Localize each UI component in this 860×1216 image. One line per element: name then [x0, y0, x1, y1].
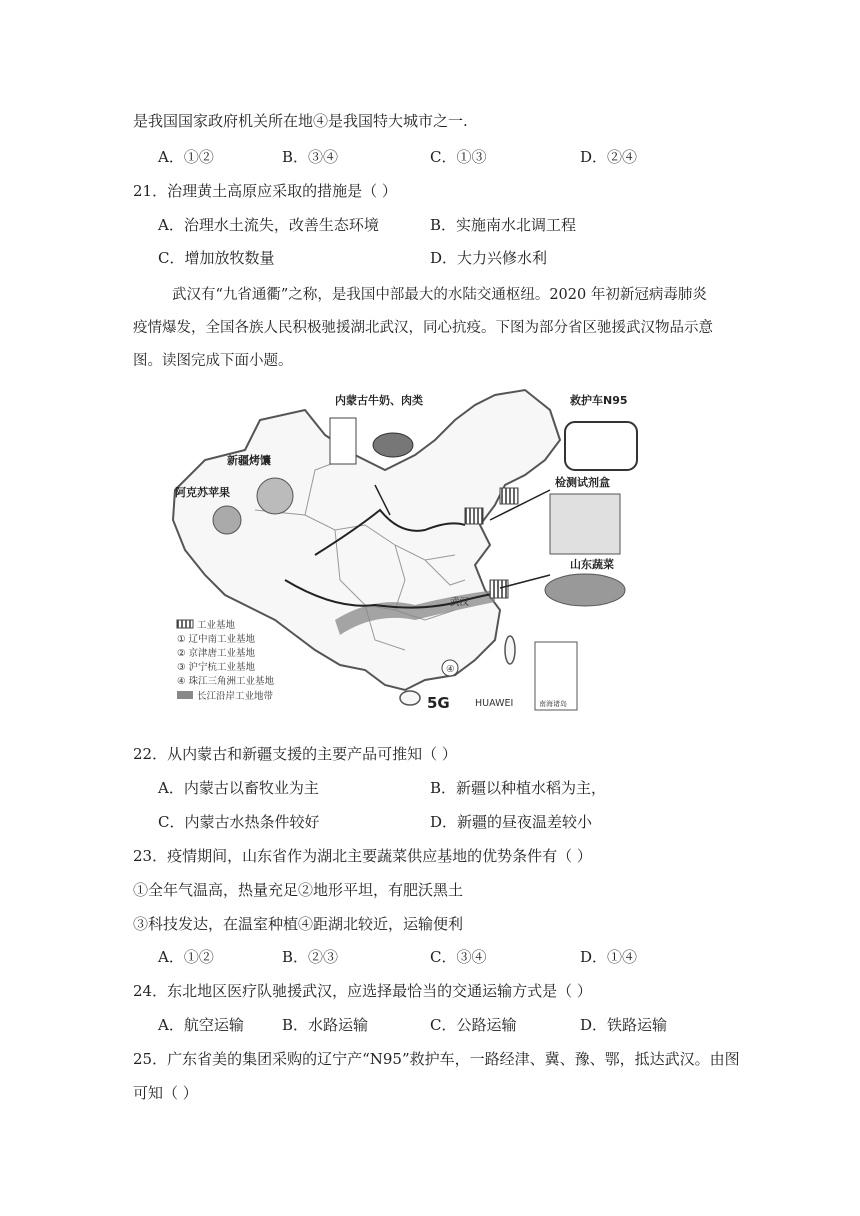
label-test-kit: 检测试剂盒: [555, 476, 610, 489]
q24-option-d[interactable]: D．铁路运输: [580, 1016, 668, 1034]
industrial-base-huningHang: [490, 580, 508, 598]
legend-item-4: ④ 珠江三角洲工业基地: [177, 676, 275, 687]
label-akesu: 阿克苏苹果: [175, 486, 230, 499]
label-ambulance: 救护车N95: [570, 394, 628, 407]
q24-option-c[interactable]: C．公路运输: [430, 1016, 517, 1034]
q21-option-a[interactable]: A．治理水土流失，改善生态环境: [158, 216, 379, 234]
vegetables-icon: [545, 574, 625, 606]
base-4-marker: ④: [446, 664, 455, 675]
q23-option-c[interactable]: C．③④: [430, 948, 487, 966]
label-5g: 5G: [427, 694, 450, 712]
label-wuhan: 武汉: [450, 597, 470, 608]
legend-item-1: ① 辽中南工业基地: [177, 634, 256, 645]
q23-statement-1: ①全年气温高，热量充足②地形平坦，有肥沃黑土: [133, 881, 464, 899]
taiwan-island: [505, 636, 515, 664]
passage-line-2: 疫情爆发，全国各族人民积极驰援湖北武汉，同心抗疫。下图为部分省区驰援武汉物品示意: [133, 320, 713, 336]
q21-option-d[interactable]: D．大力兴修水利: [430, 249, 548, 267]
meat-icon: [373, 433, 413, 457]
passage-line-1: 武汉有“九省通衢”之称，是我国中部最大的水陆交通枢纽。2020 年初新冠病毒肺炎: [172, 287, 707, 303]
hainan-island: [400, 691, 420, 705]
label-xinjiang: 新疆烤馕: [227, 454, 271, 467]
q22-option-b[interactable]: B．新疆以种植水稻为主，: [430, 779, 607, 797]
q23-option-a[interactable]: A．①②: [158, 948, 214, 966]
q23-stem: 23．疫情期间，山东省作为湖北主要蔬菜供应基地的优势条件有（ ）: [133, 847, 592, 865]
ambulance-icon: [565, 422, 637, 470]
q22-stem: 22．从内蒙古和新疆支援的主要产品可推知（ ）: [133, 745, 457, 763]
q21-option-b[interactable]: B．实施南水北调工程: [430, 216, 577, 234]
china-outline: [173, 390, 560, 690]
industrial-base-jingjintang: [465, 508, 483, 524]
legend-item-2: ② 京津唐工业基地: [177, 648, 256, 659]
legend-swatch-yangtze-belt: [177, 691, 193, 699]
q23-statement-2: ③科技发达，在温室种植④距湖北较近，运输便利: [133, 915, 464, 933]
q25-stem-line-1: 25．广东省美的集团采购的辽宁产“N95”救护车，一路经津、冀、豫、鄂，抵达武汉。由图: [133, 1050, 740, 1068]
label-nanhai: 南海诸岛: [539, 700, 567, 708]
q22-option-c[interactable]: C．内蒙古水热条件较好: [158, 813, 320, 831]
q24-option-b[interactable]: B．水路运输: [282, 1016, 369, 1034]
label-huawei: HUAWEI: [475, 698, 514, 709]
china-aid-map: [165, 380, 705, 718]
legend-item-0: 工业基地: [197, 620, 236, 631]
q20-option-a[interactable]: A．①②: [158, 148, 214, 166]
apple-icon: [213, 506, 241, 534]
label-neimenggu: 内蒙古牛奶、肉类: [335, 394, 423, 407]
q24-option-a[interactable]: A．航空运输: [158, 1016, 244, 1034]
industrial-base-liaoning: [500, 488, 518, 504]
q25-stem-line-2: 可知（ ）: [133, 1084, 198, 1102]
top-line: 是我国国家政府机关所在地④是我国特大城市之一.: [133, 112, 468, 130]
q20-option-c[interactable]: C．①③: [430, 148, 487, 166]
nang-bread-icon: [257, 478, 293, 514]
legend-item-5: 长江沿岸工业地带: [197, 691, 274, 702]
q22-option-d[interactable]: D．新疆的昼夜温差较小: [430, 813, 593, 831]
q24-stem: 24．东北地区医疗队驰援武汉，应选择最恰当的交通运输方式是（ ）: [133, 982, 592, 1000]
q20-option-b[interactable]: B．③④: [282, 148, 339, 166]
q22-option-a[interactable]: A．内蒙古以畜牧业为主: [158, 779, 319, 797]
test-kit-icon: [550, 494, 620, 554]
label-shandong: 山东蔬菜: [570, 558, 614, 571]
milk-carton-icon: [330, 418, 356, 464]
legend-swatch-industrial-base: [177, 620, 193, 628]
q23-option-d[interactable]: D．①④: [580, 948, 638, 966]
q21-option-c[interactable]: C．增加放牧数量: [158, 249, 275, 267]
passage-line-3: 图。读图完成下面小题。: [133, 353, 293, 369]
q23-option-b[interactable]: B．②③: [282, 948, 339, 966]
map-legend: [177, 619, 275, 702]
q20-option-d[interactable]: D．②④: [580, 148, 638, 166]
legend-item-3: ③ 沪宁杭工业基地: [177, 662, 256, 673]
q21-stem: 21．治理黄土高原应采取的措施是（ ）: [133, 182, 397, 200]
